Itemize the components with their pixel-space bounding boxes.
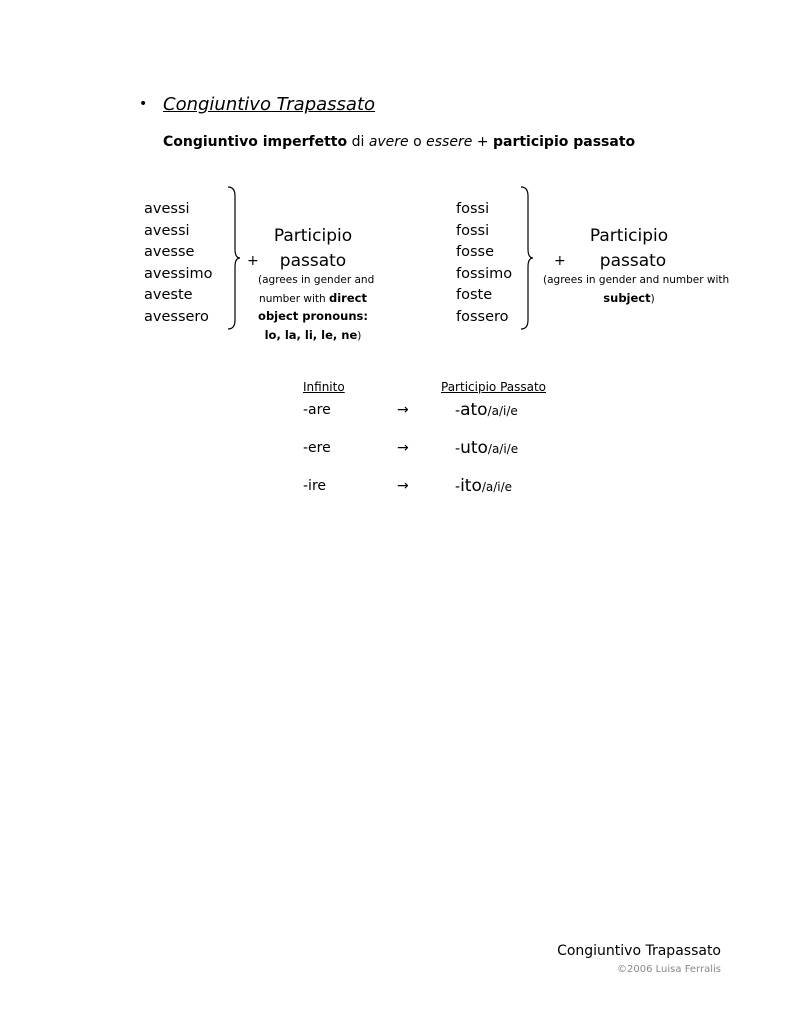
infinitive-ending: -ere [303, 440, 331, 456]
plus-sign: + [554, 253, 566, 269]
essere-form: fossi [456, 201, 490, 217]
essere-conjugation-list [456, 199, 512, 329]
ending-suffix: /a/i/e [487, 404, 518, 418]
footer-copyright: ©2006 Luisa Ferralis [617, 964, 721, 975]
formula-part-4: o [408, 134, 427, 150]
note-line [258, 308, 368, 327]
ending-stem: uto [460, 438, 488, 458]
infinito-header: Infinito [303, 380, 345, 394]
ending-suffix: /a/i/e [481, 480, 513, 494]
ending-dash: - [455, 441, 461, 457]
formula-part-1: Congiuntivo imperfetto [163, 134, 348, 150]
ending-stem: ato [460, 400, 488, 420]
note-line: (agrees in gender and [258, 274, 375, 286]
ending-stem: ito [460, 476, 482, 496]
participle-ending [455, 476, 512, 496]
footer-title: Congiuntivo Trapassato [557, 943, 721, 959]
avere-form: aveste [144, 287, 193, 304]
note-text: ) [357, 329, 362, 342]
essere-form: foste [456, 287, 493, 304]
participle-label: passato [279, 251, 347, 271]
avere-form: avessi [144, 222, 190, 239]
right-participle-block [543, 224, 730, 308]
note-text: ) [650, 292, 655, 305]
essere-form: fossimo [456, 265, 513, 282]
avere-conjugation-list [144, 199, 213, 329]
right-brace-icon [519, 186, 535, 331]
arrow-right-icon: → [397, 402, 409, 418]
participle-ending [455, 438, 518, 458]
ending-dash: - [455, 479, 461, 495]
participle-ending [455, 400, 518, 420]
participle-label: Participio [589, 226, 669, 246]
participle-label: Participio [273, 226, 353, 246]
formula-part-5: essere [426, 134, 473, 150]
avere-form: avessi [144, 201, 190, 217]
avere-form: avessimo [144, 265, 213, 282]
avere-form: avessero [144, 308, 209, 325]
left-participle-block [258, 224, 375, 345]
note-line [258, 327, 368, 346]
section-title: Congiuntivo Trapassato [163, 94, 376, 115]
formula-part-3: avere [368, 134, 409, 150]
note-line [258, 290, 368, 309]
arrow-right-icon: → [397, 440, 409, 456]
infinitive-ending: -ire [303, 478, 327, 494]
participle-label: passato [599, 251, 667, 271]
note-bold: object pronouns: [258, 309, 368, 323]
formula-line [163, 134, 635, 150]
arrow-right-icon: → [397, 478, 409, 494]
note-bold: lo, la, li, le, ne [264, 327, 358, 342]
bullet-icon: • [139, 96, 148, 112]
essere-form: fossero [456, 308, 509, 325]
agreement-note [543, 272, 730, 308]
plus-sign: + [247, 253, 259, 269]
essere-form: fossi [456, 222, 490, 239]
note-line [543, 290, 715, 309]
note-bold: subject [603, 290, 651, 305]
note-bold: direct [328, 290, 367, 305]
essere-form: fosse [456, 244, 495, 261]
formula-part-2: di [347, 134, 369, 150]
right-brace-icon [226, 186, 242, 331]
ending-dash: - [455, 403, 461, 419]
ending-suffix: /a/i/e [487, 442, 519, 456]
participio-header: Participio Passato [441, 380, 547, 394]
infinitive-ending: -are [303, 402, 331, 418]
note-line: (agrees in gender and number with [543, 274, 730, 286]
note-text: number with [259, 292, 329, 305]
formula-part-6: + [472, 134, 493, 150]
agreement-note [258, 272, 375, 345]
formula-part-7: participio passato [492, 134, 636, 150]
avere-form: avesse [144, 244, 195, 261]
